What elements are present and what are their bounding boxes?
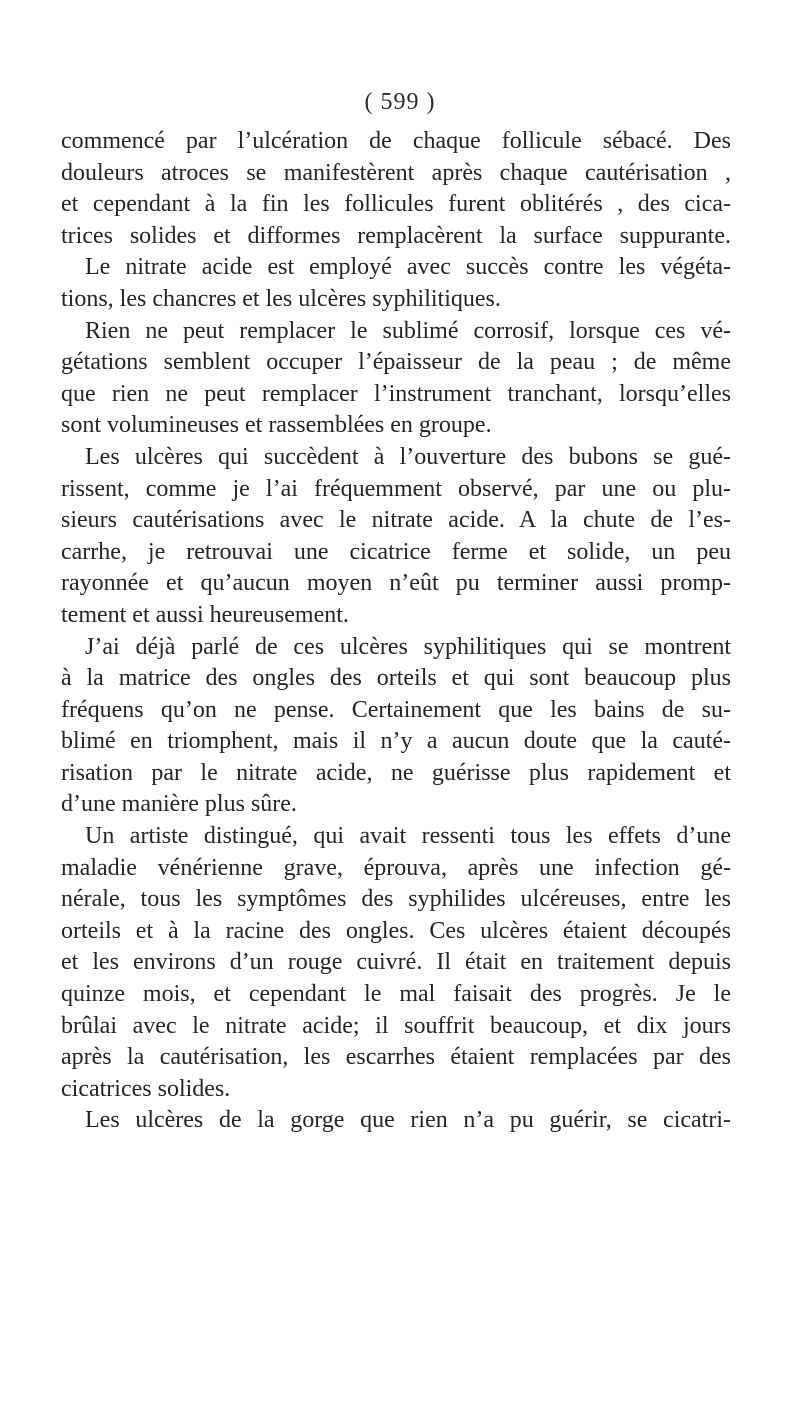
text-line: tions, les chancres et les ulcères syphilitiques. — [61, 285, 501, 312]
text-line: fréquens qu’on ne pense. Certainement que les bains de su- — [61, 696, 731, 723]
text-line: sont volumineuses et rassemblées en groupe. — [61, 412, 492, 439]
page-number: ( 599 ) — [364, 89, 436, 115]
text-line: à la matrice des ongles des orteils et qui sont beaucoup plus — [61, 665, 731, 692]
text-line: gétations semblent occuper l’épaisseur de la peau ; de même — [61, 349, 731, 376]
body-text — [61, 126, 731, 1137]
text-line: orteils et à la racine des ongles. Ces ulcères étaient découpés — [61, 917, 731, 944]
text-line: trices solides et difformes remplacèrent la surface suppurante. — [61, 222, 731, 249]
text-line: d’une manière plus sûre. — [61, 791, 297, 818]
text-line: Un artiste distingué, qui avait ressenti tous les effets d’une — [85, 823, 731, 850]
text-line: tement et aussi heureusement. — [61, 601, 349, 628]
text-line: risation par le nitrate acide, ne guérisse plus rapidement et — [61, 759, 731, 786]
text-line: carrhe, je retrouvai une cicatrice ferme et solide, un peu — [61, 538, 731, 565]
text-line: Les ulcères de la gorge que rien n’a pu guérir, se cicatri- — [85, 1107, 731, 1134]
text-line: que rien ne peut remplacer l’instrument tranchant, lorsqu’elles — [61, 380, 731, 407]
text-line: après la cautérisation, les escarrhes étaient remplacées par des — [61, 1044, 731, 1071]
text-line: et cependant à la fin les follicules furent oblitérés , des cica- — [61, 191, 731, 218]
text-line: douleurs atroces se manifestèrent après chaque cautérisation , — [61, 159, 731, 186]
text-line: Rien ne peut remplacer le sublimé corrosif, lorsque ces vé- — [85, 317, 731, 344]
text-line: J’ai déjà parlé de ces ulcères syphilitiques qui se montrent — [85, 633, 731, 660]
text-line: nérale, tous les symptômes des syphilides ulcéreuses, entre les — [61, 886, 731, 913]
text-line: rissent, comme je l’ai fréquemment observé, par une ou plu- — [61, 475, 731, 502]
text-line: commencé par l’ulcération de chaque follicule sébacé. Des — [61, 128, 731, 154]
text-line: brûlai avec le nitrate acide; il souffrit beaucoup, et dix jours — [61, 1012, 731, 1039]
text-line: cicatrices solides. — [61, 1075, 231, 1102]
text-line: blimé en triomphent, mais il n’y a aucun doute que la cauté- — [61, 728, 731, 755]
text-line: quinze mois, et cependant le mal faisait des progrès. Je le — [61, 981, 731, 1008]
text-line: Les ulcères qui succèdent à l’ouverture des bubons se gué- — [85, 443, 731, 470]
text-line: Le nitrate acide est employé avec succès contre les végéta- — [85, 254, 731, 281]
text-line: sieurs cautérisations avec le nitrate acide. A la chute de l’es- — [61, 507, 731, 534]
text-line: maladie vénérienne grave, éprouva, après une infection gé- — [61, 854, 731, 881]
text-line: rayonnée et qu’aucun moyen n’eût pu terminer aussi promp- — [61, 570, 731, 597]
text-line: et les environs d’un rouge cuivré. Il était en traitement depuis — [61, 949, 731, 976]
